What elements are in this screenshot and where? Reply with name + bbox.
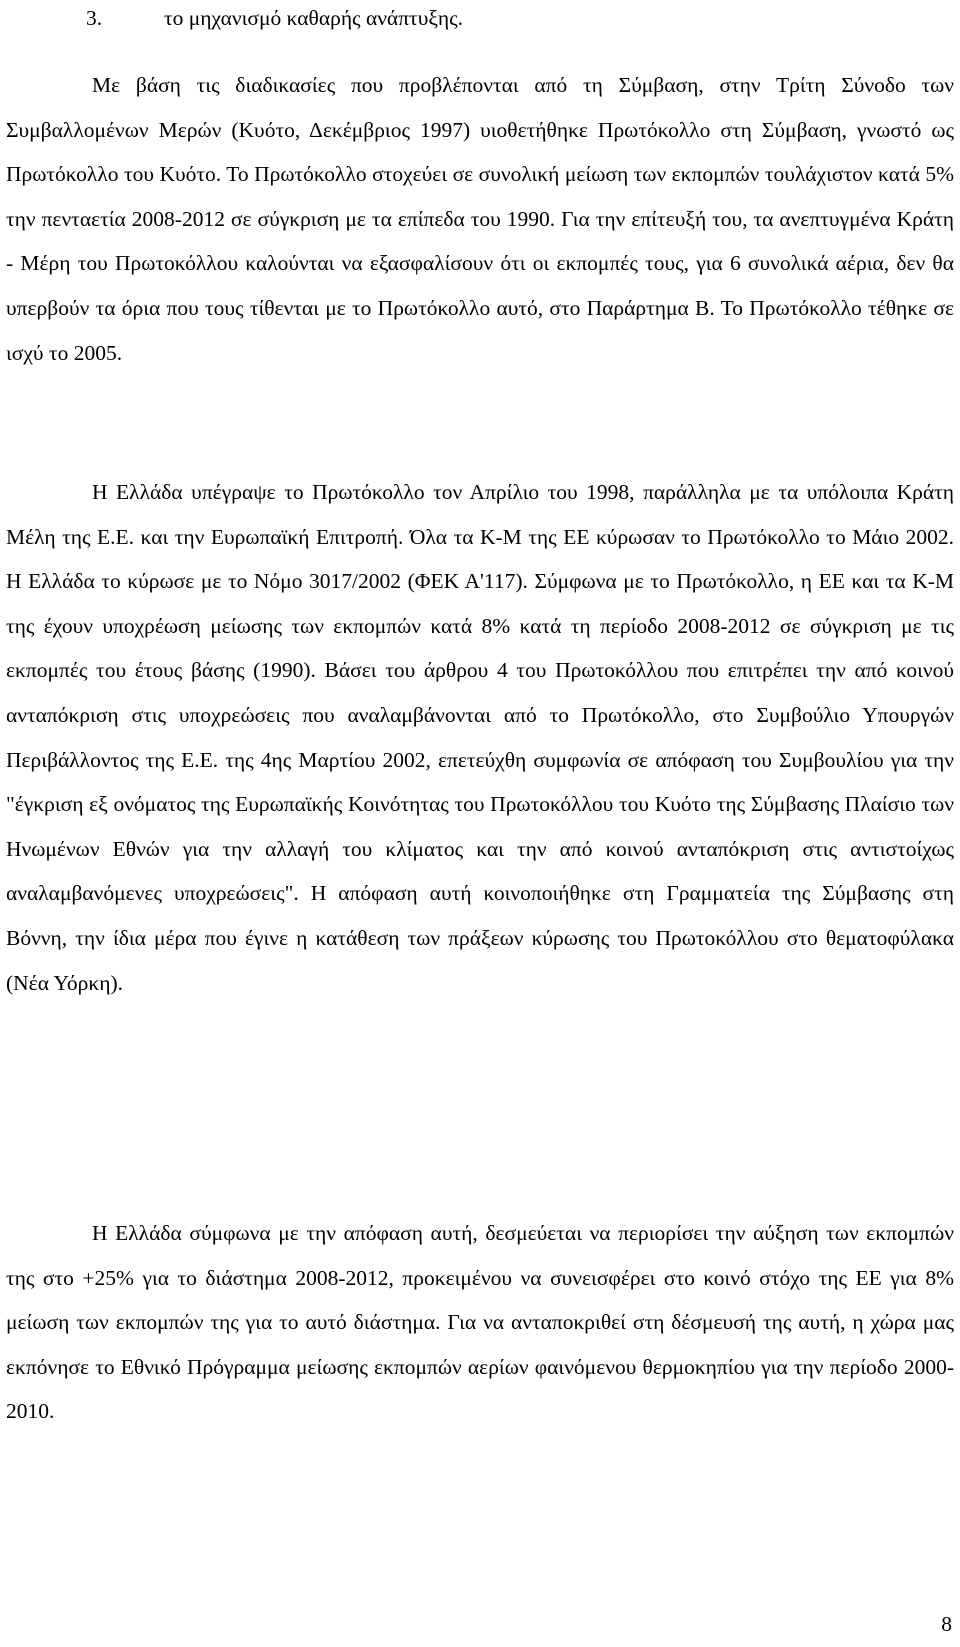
list-item [86,2,463,34]
paragraph-kyoto-protocol: Με βάση τις διαδικασίες που προβλέπονται από τη Σύμβαση, στην Τρίτη Σύνοδο των Συμβαλλομένων Μερών (Κυότο, Δεκέμβριος 1997) υιοθετήθηκε Πρωτόκολλο στη Σύμβαση, γνωστό ως Πρωτόκολλο του Κυότο. Το Πρωτόκολλο στοχεύει σε συνολική μείωση των εκπομπών τουλάχιστον κατά 5% την πενταετία 2008-2012 σε σύγκριση με τα επίπεδα του 1990. Για την επίτευξή του, τα ανεπτυγμένα Κράτη - Μέρη του Πρωτοκόλλου καλούνται να εξασφαλίσουν ότι οι εκπομπές τους, για 6 συνολικά αέρια, δεν θα υπερβούν τα όρια που τους τίθενται με το Πρωτόκολλο αυτό, στο Παράρτημα Β. Το Πρωτόκολλο τέθηκε σε ισχύ το 2005. [6,73,954,365]
list-item-text: το μηχανισμό καθαρής ανάπτυξης. [164,6,464,30]
paragraph-greece-ratification: Η Ελλάδα υπέγραψε το Πρωτόκολλο τον Απρίλιο του 1998, παράλληλα με τα υπόλοιπα Κράτη Μέλη της Ε.Ε. και την Ευρωπαϊκή Επιτροπή. Όλα τα Κ-Μ της ΕΕ κύρωσαν το Πρωτόκολλο το Μάιο 2002. Η Ελλάδα το κύρωσε με το Νόμο 3017/2002 (ΦΕΚ Α'117). Σύμφωνα με το Πρωτόκολλο, η ΕΕ και τα Κ-Μ της έχουν υποχρέωση μείωσης των εκπομπών κατά 8% κατά τη περίοδο 2008-2012 σε σύγκριση με τις εκπομπές του έτους βάσης (1990). Βάσει του άρθρου 4 του Πρωτοκόλλου που επιτρέπει την από κοινού ανταπόκριση στις υποχρεώσεις που αναλαμβάνονται από το Πρωτόκολλο, στο Συμβούλιο Υπουργών Περιβάλλοντος της Ε.Ε. της 4ης Μαρτίου 2002, επετεύχθη συμφωνία σε απόφαση του Συμβουλίου για την "έγκριση εξ ονόματος της Ευρωπαϊκής Κοινότητας του Πρωτοκόλλου του Κυότο της Σύμβασης Πλαίσιο των Ηνωμένων Εθνών για την αλλαγή του κλίματος και την από κοινού ανταπόκριση στις αντιστοίχως αναλαμβανόμενες υποχρεώσεις". Η απόφαση αυτή κοινοποιήθηκε στη Γραμματεία της Σύμβασης στη Βόννη, την ίδια μέρα που έγινε η κατάθεση των πράξεων κύρωσης του Πρωτοκόλλου στο θεματοφύλακα (Νέα Υόρκη). [6,480,954,995]
paragraph-greece-commitment: Η Ελλάδα σύμφωνα με την απόφαση αυτή, δεσμεύεται να περιορίσει την αύξηση των εκπομπών της στο +25% για το διάστημα 2008-2012, προκειμένου να συνεισφέρει στο κοινό στόχο της ΕΕ για 8% μείωση των εκπομπών της για το αυτό διάστημα. Για να ανταποκριθεί στη δέσμευσή της αυτή, η χώρα μας εκπόνησε το Εθνικό Πρόγραμμα μείωσης εκπομπών αερίων φαινόμενου θερμοκηπίου για την περίοδο 2000-2010. [6,1221,954,1424]
page-number: 8 [941,1612,952,1636]
list-item-number: 3. [86,6,103,30]
